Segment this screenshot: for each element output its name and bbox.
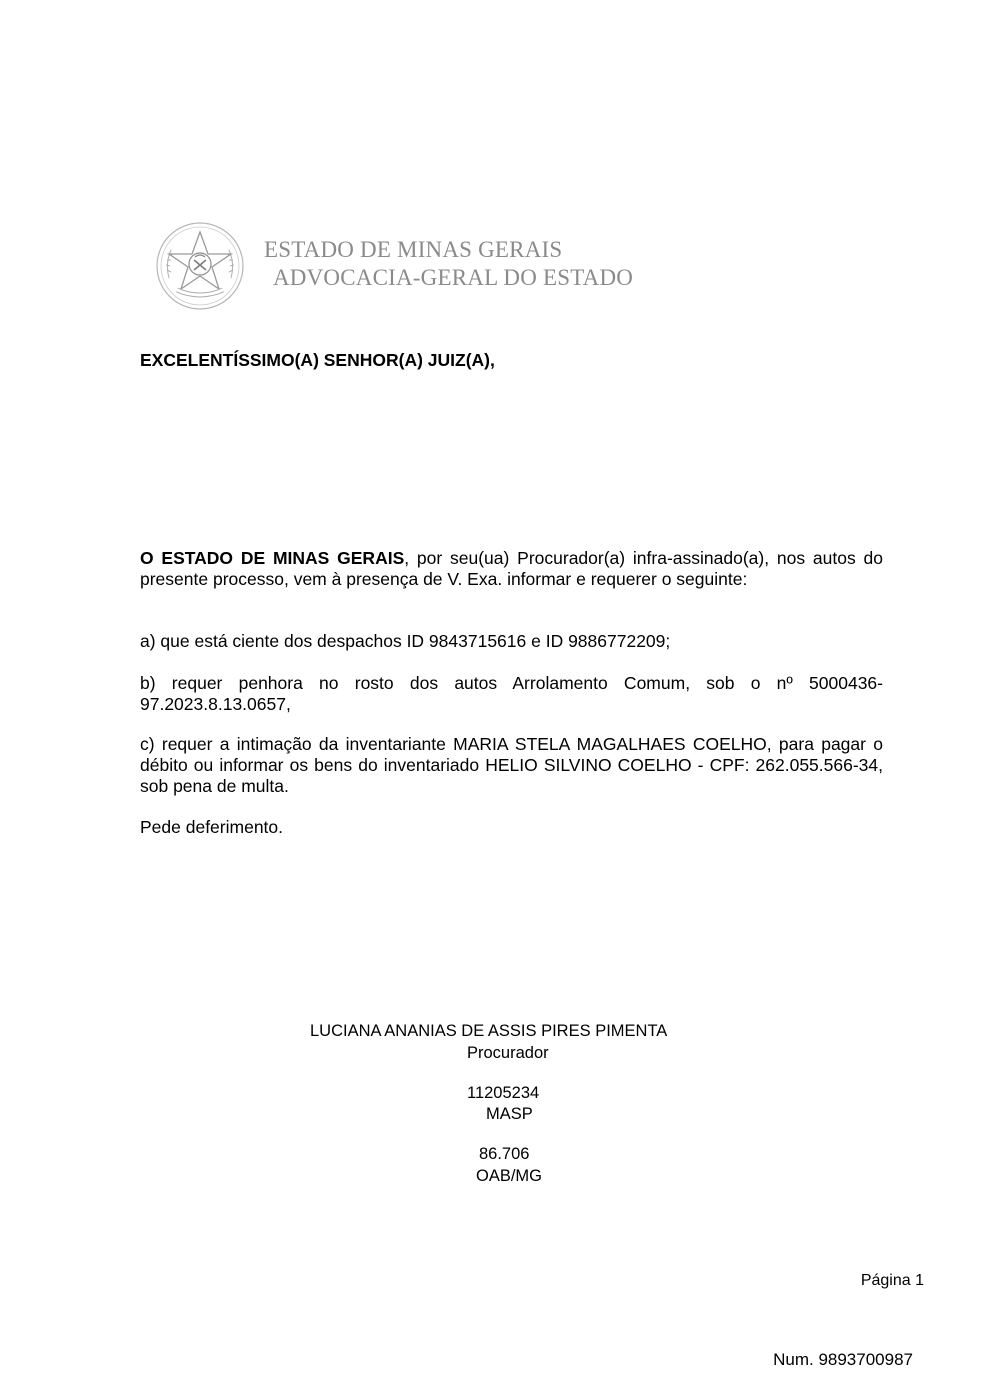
signer-title: Procurador — [467, 1044, 549, 1062]
salutation: EXCELENTÍSSIMO(A) SENHOR(A) JUIZ(A), — [140, 350, 495, 370]
letterhead — [264, 236, 633, 292]
letterhead-line-agency: ADVOCACIA-GERAL DO ESTADO — [273, 265, 634, 290]
letterhead-line-state: ESTADO DE MINAS GERAIS — [264, 237, 563, 262]
paragraph-item-c: c) requer a intimação da inventariante MARIA STELA MAGALHAES COELHO, para pagar o débito ou informar os bens do inventariado HELIO SILVINO COELHO - CPF: 262.055.566-34, sob pena de multa. — [140, 734, 883, 796]
masp-number: 11205234 — [467, 1084, 540, 1102]
page-number: Página 1 — [860, 1272, 924, 1289]
oab-label: OAB/MG — [476, 1167, 543, 1185]
oab-number: 86.706 — [479, 1145, 530, 1163]
closing-request: Pede deferimento. — [140, 817, 284, 837]
party-name: O ESTADO DE MINAS GERAIS — [140, 548, 405, 568]
paragraph-intro-text: , por seu(ua) Procurador(a) infra-assinado(a), nos autos do presente processo, vem à presença de V. Exa. informar e requerer o seguinte: — [140, 548, 883, 589]
paragraph-item-a: a) que está ciente dos despachos ID 9843715616 e ID 9886772209; — [140, 631, 671, 651]
coat-of-arms-seal — [155, 220, 245, 312]
document-number: Num. 9893700987 — [773, 1350, 913, 1369]
paragraph-intro — [140, 548, 883, 590]
paragraph-item-b: b) requer penhora no rosto dos autos Arrolamento Comum, sob o nº 5000436-97.2023.8.13.0657, — [140, 673, 883, 714]
signer-name: LUCIANA ANANIAS DE ASSIS PIRES PIMENTA — [310, 1022, 668, 1040]
masp-label: MASP — [486, 1105, 533, 1123]
